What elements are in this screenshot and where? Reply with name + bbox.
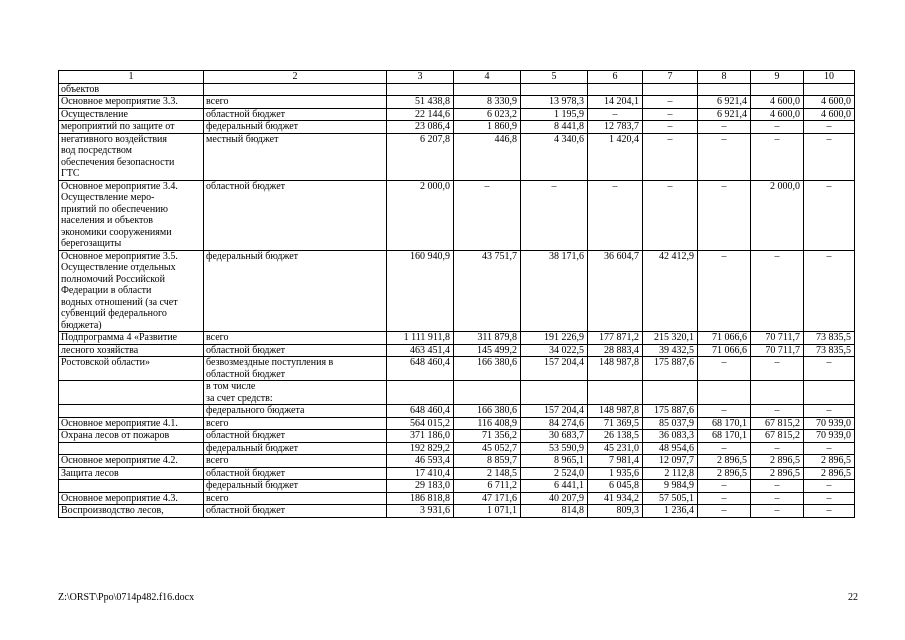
amount-cell: 4 600,0 (751, 96, 804, 109)
funding-source-cell: федеральный бюджет (204, 442, 387, 455)
amount-cell (698, 83, 751, 96)
amount-cell (521, 83, 588, 96)
page-number: 22 (848, 592, 858, 603)
amount-cell: 12 097,7 (643, 455, 698, 468)
amount-cell: 4 600,0 (751, 108, 804, 121)
amount-cell: 2 896,5 (698, 455, 751, 468)
table-row (59, 505, 855, 518)
amount-cell: 30 683,7 (521, 430, 588, 443)
activity-cell: мероприятий по защите от (59, 121, 204, 134)
amount-cell: – (698, 133, 751, 180)
table-row (59, 442, 855, 455)
amount-cell: 4 340,6 (521, 133, 588, 180)
funding-source-cell: областной бюджет (204, 430, 387, 443)
amount-cell: 9 984,9 (643, 480, 698, 493)
column-header: 7 (643, 71, 698, 84)
funding-source-cell: областной бюджет (204, 180, 387, 250)
table-row (59, 180, 855, 250)
amount-cell: 43 751,7 (454, 250, 521, 332)
amount-cell: 2 148,5 (454, 467, 521, 480)
activity-cell: Основное мероприятие 3.5. Осуществление отдельных полномочий Российской Федерации в области водных отношений (за счет субвенций федерального бюджета) (59, 250, 204, 332)
amount-cell: 166 380,6 (454, 357, 521, 381)
amount-cell: 4 600,0 (804, 108, 855, 121)
amount-cell: – (751, 133, 804, 180)
table-row (59, 83, 855, 96)
amount-cell: – (643, 108, 698, 121)
activity-cell (59, 442, 204, 455)
amount-cell: 85 037,9 (643, 417, 698, 430)
amount-cell: – (751, 480, 804, 493)
amount-cell: – (643, 133, 698, 180)
amount-cell: 2 000,0 (751, 180, 804, 250)
funding-source-cell: федерального бюджета (204, 405, 387, 418)
amount-cell: 6 207,8 (387, 133, 454, 180)
funding-source-cell: всего (204, 492, 387, 505)
amount-cell: – (698, 180, 751, 250)
amount-cell: 648 460,4 (387, 357, 454, 381)
amount-cell: 28 883,4 (588, 344, 643, 357)
amount-cell: 71 066,6 (698, 344, 751, 357)
funding-source-cell: всего (204, 96, 387, 109)
activity-cell: негативного воздействия вод посредством обеспечения безопасности ГТС (59, 133, 204, 180)
amount-cell: 22 144,6 (387, 108, 454, 121)
table-row (59, 108, 855, 121)
amount-cell: 36 604,7 (588, 250, 643, 332)
activity-cell (59, 480, 204, 493)
activity-cell: Основное мероприятие 4.1. (59, 417, 204, 430)
funding-source-cell: в том числе за счет средств: (204, 381, 387, 405)
amount-cell: 26 138,5 (588, 430, 643, 443)
amount-cell: – (804, 492, 855, 505)
column-header: 10 (804, 71, 855, 84)
amount-cell: 1 195,9 (521, 108, 588, 121)
amount-cell: – (588, 108, 643, 121)
amount-cell (454, 381, 521, 405)
amount-cell: 73 835,5 (804, 344, 855, 357)
amount-cell: 3 931,6 (387, 505, 454, 518)
table-row (59, 357, 855, 381)
table-row (59, 96, 855, 109)
activity-cell: Основное мероприятие 3.3. (59, 96, 204, 109)
amount-cell: 39 432,5 (643, 344, 698, 357)
activity-cell (59, 381, 204, 405)
amount-cell (521, 381, 588, 405)
amount-cell: 67 815,2 (751, 430, 804, 443)
document-filename: Z:\ORST\Ppo\0714p482.f16.docx (58, 592, 195, 603)
amount-cell: 177 871,2 (588, 332, 643, 345)
amount-cell: 84 274,6 (521, 417, 588, 430)
amount-cell: 2 896,5 (804, 455, 855, 468)
funding-source-cell: областной бюджет (204, 467, 387, 480)
amount-cell: 68 170,1 (698, 430, 751, 443)
amount-cell: – (804, 405, 855, 418)
amount-cell: 8 330,9 (454, 96, 521, 109)
funding-source-cell: областной бюджет (204, 108, 387, 121)
amount-cell: 71 369,5 (588, 417, 643, 430)
amount-cell: 2 896,5 (751, 455, 804, 468)
amount-cell: 8 859,7 (454, 455, 521, 468)
amount-cell: 564 015,2 (387, 417, 454, 430)
column-header: 8 (698, 71, 751, 84)
table-row (59, 492, 855, 505)
amount-cell: – (643, 121, 698, 134)
amount-cell: 51 438,8 (387, 96, 454, 109)
funding-source-cell: всего (204, 455, 387, 468)
amount-cell: 1 420,4 (588, 133, 643, 180)
amount-cell: – (804, 133, 855, 180)
amount-cell: 1 935,6 (588, 467, 643, 480)
amount-cell: 68 170,1 (698, 417, 751, 430)
amount-cell: 157 204,4 (521, 405, 588, 418)
funding-source-cell: безвозмездные поступления в областной бюджет (204, 357, 387, 381)
amount-cell: – (751, 505, 804, 518)
amount-cell: – (588, 180, 643, 250)
amount-cell: – (751, 250, 804, 332)
funding-source-cell: федеральный бюджет (204, 250, 387, 332)
column-header: 5 (521, 71, 588, 84)
amount-cell: – (751, 405, 804, 418)
amount-cell: – (643, 96, 698, 109)
amount-cell: 6 023,2 (454, 108, 521, 121)
amount-cell: 1 860,9 (454, 121, 521, 134)
table-row (59, 250, 855, 332)
amount-cell: – (698, 357, 751, 381)
amount-cell (387, 83, 454, 96)
amount-cell: – (698, 250, 751, 332)
amount-cell: – (643, 180, 698, 250)
amount-cell: 67 815,2 (751, 417, 804, 430)
table-row (59, 455, 855, 468)
amount-cell: 14 204,1 (588, 96, 643, 109)
amount-cell: 13 978,3 (521, 96, 588, 109)
amount-cell (751, 381, 804, 405)
amount-cell: 17 410,4 (387, 467, 454, 480)
amount-cell: – (751, 121, 804, 134)
amount-cell: 8 441,8 (521, 121, 588, 134)
column-header: 3 (387, 71, 454, 84)
table-row (59, 381, 855, 405)
amount-cell: 191 226,9 (521, 332, 588, 345)
amount-cell: 41 934,2 (588, 492, 643, 505)
amount-cell: – (804, 505, 855, 518)
table-row (59, 332, 855, 345)
funding-source-cell: всего (204, 332, 387, 345)
column-header: 4 (454, 71, 521, 84)
amount-cell: 36 083,3 (643, 430, 698, 443)
amount-cell: 157 204,4 (521, 357, 588, 381)
amount-cell: – (804, 442, 855, 455)
amount-cell: – (804, 357, 855, 381)
amount-cell: 371 186,0 (387, 430, 454, 443)
amount-cell: 186 818,8 (387, 492, 454, 505)
column-header: 9 (751, 71, 804, 84)
activity-cell: Охрана лесов от пожаров (59, 430, 204, 443)
table-row (59, 133, 855, 180)
activity-cell: Основное мероприятие 4.2. (59, 455, 204, 468)
amount-cell: – (804, 250, 855, 332)
amount-cell: 73 835,5 (804, 332, 855, 345)
amount-cell: 45 231,0 (588, 442, 643, 455)
amount-cell: 814,8 (521, 505, 588, 518)
activity-cell: Основное мероприятие 4.3. (59, 492, 204, 505)
amount-cell (643, 83, 698, 96)
activity-cell: Ростовской области» (59, 357, 204, 381)
amount-cell: 648 460,4 (387, 405, 454, 418)
amount-cell: – (804, 480, 855, 493)
amount-cell: 148 987,8 (588, 357, 643, 381)
amount-cell (751, 83, 804, 96)
amount-cell: 53 590,9 (521, 442, 588, 455)
amount-cell: 6 711,2 (454, 480, 521, 493)
amount-cell: – (804, 121, 855, 134)
amount-cell: 215 320,1 (643, 332, 698, 345)
amount-cell (804, 381, 855, 405)
amount-cell (804, 83, 855, 96)
amount-cell: 34 022,5 (521, 344, 588, 357)
funding-source-cell: областной бюджет (204, 505, 387, 518)
funding-source-cell: всего (204, 417, 387, 430)
amount-cell: 145 499,2 (454, 344, 521, 357)
funding-source-cell: областной бюджет (204, 344, 387, 357)
amount-cell: – (454, 180, 521, 250)
activity-cell: Осуществление (59, 108, 204, 121)
activity-cell: лесного хозяйства (59, 344, 204, 357)
amount-cell: 6 441,1 (521, 480, 588, 493)
table-row (59, 405, 855, 418)
amount-cell: 2 896,5 (698, 467, 751, 480)
amount-cell: 463 451,4 (387, 344, 454, 357)
amount-cell: 160 940,9 (387, 250, 454, 332)
amount-cell: 70 711,7 (751, 332, 804, 345)
column-header: 1 (59, 71, 204, 84)
amount-cell: 6 045,8 (588, 480, 643, 493)
amount-cell: 29 183,0 (387, 480, 454, 493)
table-body (59, 83, 855, 517)
amount-cell: 48 954,6 (643, 442, 698, 455)
activity-cell: Подпрограмма 4 «Развитие (59, 332, 204, 345)
amount-cell: – (751, 492, 804, 505)
amount-cell: 38 171,6 (521, 250, 588, 332)
amount-cell: 47 171,6 (454, 492, 521, 505)
activity-cell: Основное мероприятие 3.4. Осуществление меро- приятий по обеспечению населения и объектов экономики сооружениями берегозащиты (59, 180, 204, 250)
funding-source-cell: федеральный бюджет (204, 121, 387, 134)
amount-cell: – (698, 442, 751, 455)
amount-cell: 46 593,4 (387, 455, 454, 468)
funding-source-cell (204, 83, 387, 96)
amount-cell: 70 939,0 (804, 417, 855, 430)
amount-cell: – (698, 492, 751, 505)
amount-cell (698, 381, 751, 405)
activity-cell: объектов (59, 83, 204, 96)
amount-cell: 6 921,4 (698, 108, 751, 121)
amount-cell: 45 052,7 (454, 442, 521, 455)
amount-cell (387, 381, 454, 405)
amount-cell: 2 112,8 (643, 467, 698, 480)
amount-cell: – (804, 180, 855, 250)
amount-cell: 57 505,1 (643, 492, 698, 505)
amount-cell (454, 83, 521, 96)
table-header-row (59, 71, 855, 84)
table-row (59, 417, 855, 430)
amount-cell: – (751, 442, 804, 455)
amount-cell: 175 887,6 (643, 405, 698, 418)
amount-cell: 446,8 (454, 133, 521, 180)
amount-cell: – (698, 121, 751, 134)
amount-cell: 116 408,9 (454, 417, 521, 430)
amount-cell (588, 83, 643, 96)
funding-source-cell: федеральный бюджет (204, 480, 387, 493)
budget-table (58, 70, 855, 518)
amount-cell: 166 380,6 (454, 405, 521, 418)
table-row (59, 121, 855, 134)
amount-cell: 148 987,8 (588, 405, 643, 418)
amount-cell: 8 965,1 (521, 455, 588, 468)
amount-cell: – (521, 180, 588, 250)
amount-cell: 192 829,2 (387, 442, 454, 455)
amount-cell: 71 066,6 (698, 332, 751, 345)
amount-cell: – (751, 357, 804, 381)
amount-cell: 4 600,0 (804, 96, 855, 109)
table-row (59, 430, 855, 443)
amount-cell: – (698, 405, 751, 418)
amount-cell: 12 783,7 (588, 121, 643, 134)
amount-cell: 6 921,4 (698, 96, 751, 109)
funding-source-cell: местный бюджет (204, 133, 387, 180)
amount-cell: 311 879,8 (454, 332, 521, 345)
amount-cell (588, 381, 643, 405)
table-row (59, 467, 855, 480)
amount-cell: 71 356,2 (454, 430, 521, 443)
amount-cell: 809,3 (588, 505, 643, 518)
activity-cell: Защита лесов (59, 467, 204, 480)
amount-cell: 7 981,4 (588, 455, 643, 468)
activity-cell: Воспроизводство лесов, (59, 505, 204, 518)
table-row (59, 344, 855, 357)
amount-cell: 23 086,4 (387, 121, 454, 134)
amount-cell: 2 896,5 (804, 467, 855, 480)
amount-cell: 1 111 911,8 (387, 332, 454, 345)
activity-cell (59, 405, 204, 418)
amount-cell: 2 896,5 (751, 467, 804, 480)
amount-cell: 40 207,9 (521, 492, 588, 505)
column-header: 2 (204, 71, 387, 84)
amount-cell: – (698, 505, 751, 518)
table-row (59, 480, 855, 493)
amount-cell: 1 071,1 (454, 505, 521, 518)
amount-cell: 175 887,6 (643, 357, 698, 381)
amount-cell (643, 381, 698, 405)
amount-cell: 42 412,9 (643, 250, 698, 332)
amount-cell: 1 236,4 (643, 505, 698, 518)
amount-cell: 2 524,0 (521, 467, 588, 480)
amount-cell: – (698, 480, 751, 493)
amount-cell: 70 711,7 (751, 344, 804, 357)
column-header: 6 (588, 71, 643, 84)
amount-cell: 2 000,0 (387, 180, 454, 250)
amount-cell: 70 939,0 (804, 430, 855, 443)
